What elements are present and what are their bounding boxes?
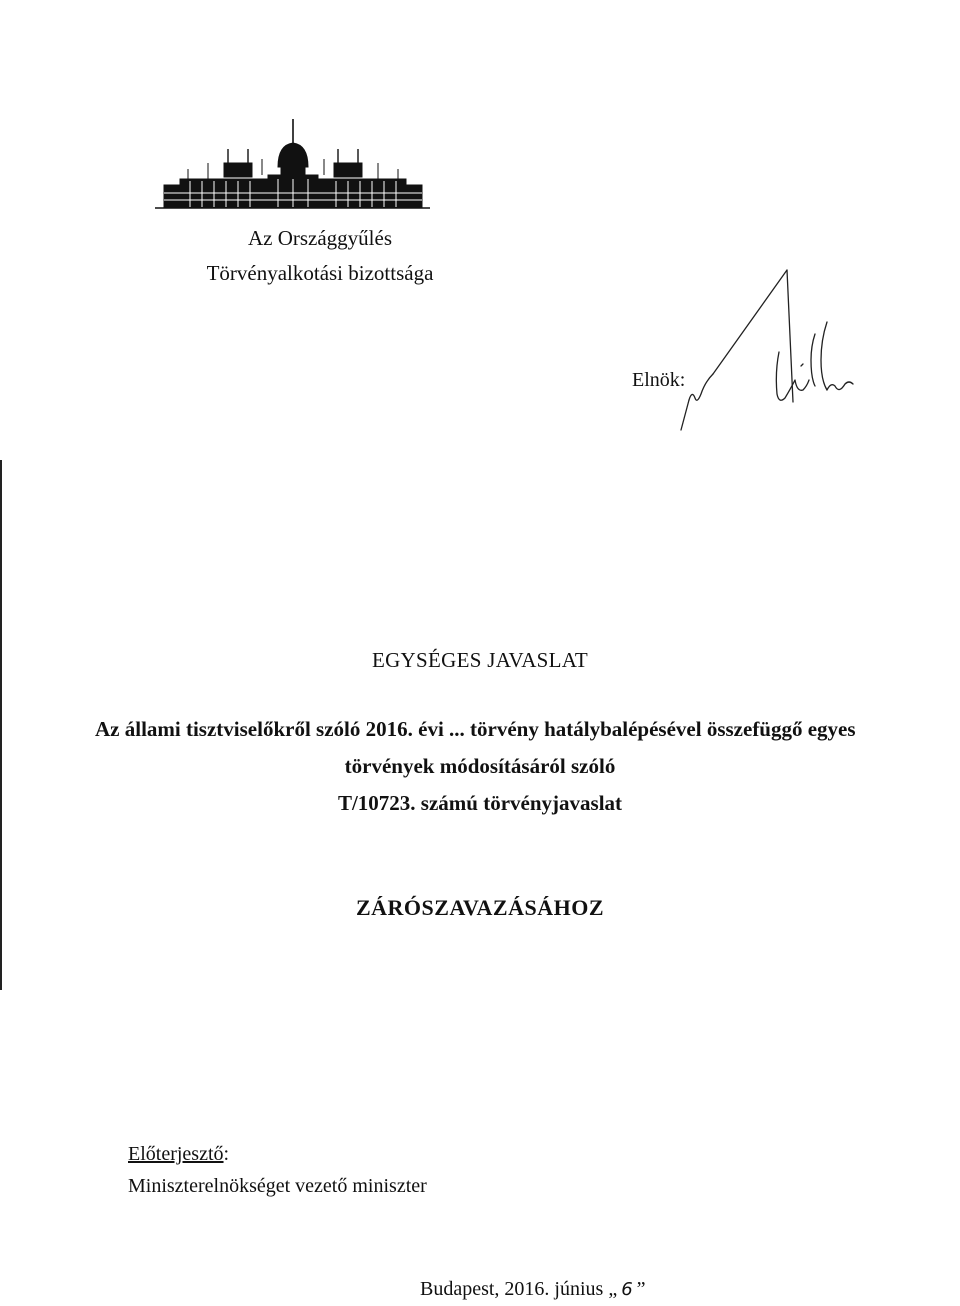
date-line: [420, 1277, 646, 1302]
subject-line-3: T/10723. számú törvényjavaslat: [337, 791, 623, 815]
committee-subtitle: Törvényalkotási bizottsága: [206, 261, 434, 285]
submitter-label-text: Előterjesztő: [128, 1143, 224, 1165]
scan-edge: [0, 460, 2, 990]
subject-line-2: törvények módosításáról szóló: [344, 754, 616, 778]
date-suffix: ”: [636, 1278, 646, 1300]
submitter-name: Miniszterelnökséget vezető miniszter: [128, 1175, 427, 1197]
date-day: 6: [621, 1279, 633, 1300]
subject-line-1: Az állami tisztviselőkről szóló 2016. évi ... törvény hatálybalépésével összefüggő egyes: [95, 717, 856, 741]
date-prefix: Budapest, 2016. június „: [420, 1278, 618, 1300]
parliament-building-icon: [150, 115, 435, 215]
document-type: EGYSÉGES JAVASLAT: [371, 648, 589, 672]
committee-name: Az Országgyűlés: [247, 226, 393, 250]
signature: [675, 262, 855, 434]
chair-label: Elnök:: [632, 369, 686, 391]
submitter-label-colon: :: [223, 1143, 230, 1165]
vote-title: ZÁRÓSZAVAZÁSÁHOZ: [355, 895, 605, 920]
submitter-label: [128, 1142, 229, 1166]
